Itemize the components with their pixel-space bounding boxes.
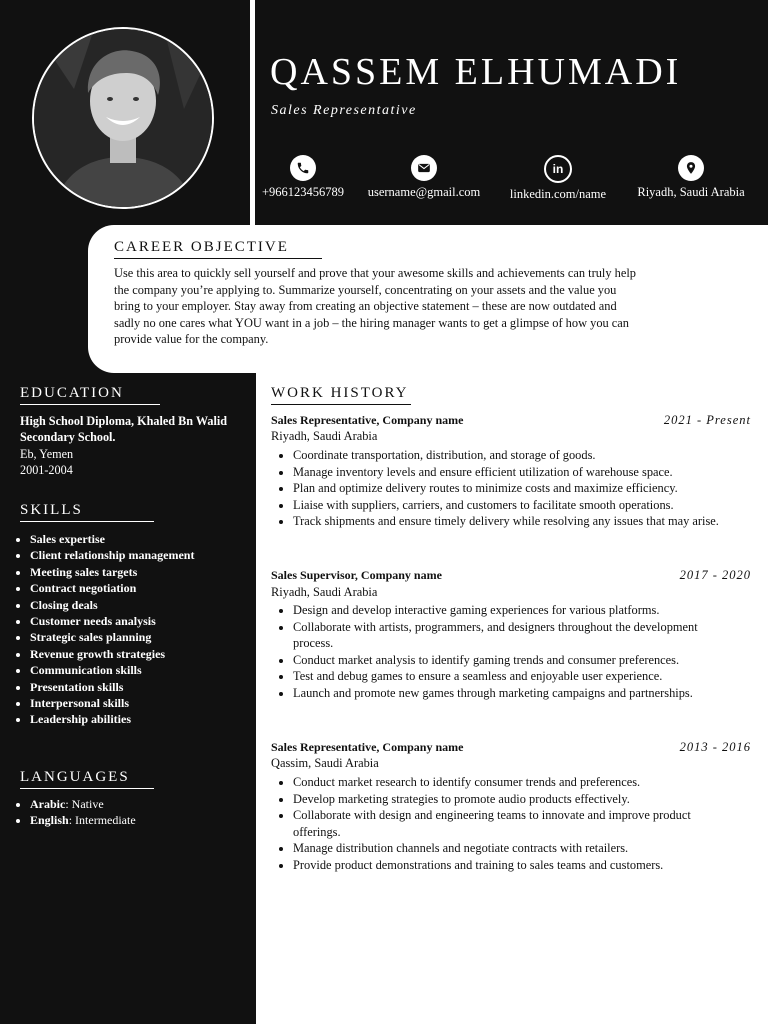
job-duty: • Test and debug games to ensure a seamless and enjoyable user experience. (293, 668, 733, 685)
job-duty: • Track shipments and ensure timely delivery while resolving any issues that may arise. (293, 513, 733, 530)
job-duty: • Launch and promote new games through marketing campaigns and partnerships. (293, 685, 733, 702)
contact-linkedin[interactable] (502, 155, 614, 202)
skill-item: • Client relationship management (30, 547, 260, 563)
skill-item: • Contract negotiation (30, 580, 260, 596)
language-name: Arabic (30, 797, 66, 811)
objective-line: bring to your employer. Stay away from creating an objective statement – these are now outdated and (114, 299, 617, 314)
job-duties-list (281, 774, 733, 873)
language-name: English (30, 813, 69, 828)
work-history-heading-underline (271, 404, 411, 405)
job-duties-list (281, 447, 733, 530)
objective-line: sadly no one cares what YOU want in a job – the hiring manager wants to get a glimpse of how you can (114, 315, 629, 330)
job-duty: • Provide product demonstrations and training to sales teams and customers. (293, 857, 733, 874)
contact-linkedin-text: linkedin.com/name (509, 187, 607, 201)
languages-list (18, 796, 260, 829)
education-school: Secondary School. (20, 430, 116, 445)
candidate-name: QASSEM ELHUMADI (270, 51, 682, 93)
skill-item: • Strategic sales planning (30, 629, 260, 645)
job-dates: 2017 - 2020 (679, 568, 751, 582)
profile-photo (32, 27, 214, 209)
job-duty: • Collaborate with design and engineering teams to innovate and improve product offerings. (293, 807, 733, 840)
skills-heading-underline (20, 521, 154, 522)
skill-item: • Sales expertise (30, 531, 260, 547)
education-location: Eb, Yemen (20, 446, 74, 461)
job-title: Sales Representative, Company name (271, 740, 464, 754)
objective-line: Use this area to quickly sell yourself and prove that your awesome skills and achievements can truly help (114, 266, 636, 280)
skill-item: • Closing deals (30, 597, 260, 613)
language-item (30, 812, 260, 828)
job-title: Sales Supervisor, Company name (271, 568, 442, 582)
education-heading: EDUCATION (20, 385, 124, 401)
skill-item: • Customer needs analysis (30, 613, 260, 629)
job-location: Qassim, Saudi Arabia (271, 756, 379, 770)
email-icon (411, 155, 437, 181)
language-level: : Native (65, 797, 104, 811)
contact-location[interactable] (628, 155, 754, 200)
contact-phone-text: +966123456789 (261, 185, 345, 199)
job-duty: • Plan and optimize delivery routes to minimize costs and maximize efficiency. (293, 480, 733, 497)
skill-item: • Presentation skills (30, 679, 260, 695)
job-duty: • Design and develop interactive gaming experiences for various platforms. (293, 602, 733, 619)
skill-item: • Meeting sales targets (30, 564, 260, 580)
contact-email[interactable] (360, 155, 488, 200)
job-duty: • Manage inventory levels and ensure efficient utilization of warehouse space. (293, 464, 733, 481)
languages-heading: LANGUAGES (20, 769, 130, 785)
skill-item: • Communication skills (30, 662, 260, 678)
objective-heading: CAREER OBJECTIVE (114, 239, 289, 255)
education-degree: High School Diploma, Khaled Bn Walid (20, 414, 228, 428)
job-duties-list (281, 602, 733, 701)
candidate-title: Sales Representative (271, 103, 417, 118)
skill-item: • Leadership abilities (30, 711, 260, 727)
location-pin-icon (678, 155, 704, 181)
contact-location-text: Riyadh, Saudi Arabia (637, 185, 745, 199)
job-title: Sales Representative, Company name (271, 413, 464, 427)
job-duty: • Collaborate with artists, programmers, and designers throughout the development process. (293, 619, 733, 652)
work-history-heading: WORK HISTORY (271, 385, 409, 401)
education-entry (20, 413, 227, 478)
linkedin-icon: in (544, 155, 572, 183)
job-duty: • Conduct market research to identify consumer trends and preferences. (293, 774, 733, 791)
job-header (271, 740, 751, 755)
skill-item: • Interpersonal skills (30, 695, 260, 711)
objective-line: provide value for the company. (114, 332, 269, 347)
objective-text (114, 265, 704, 348)
job-header (271, 568, 751, 583)
objective-line: the company you’re applying to. Summarize yourself, concentrating on your assets and the value you (114, 282, 617, 297)
education-heading-underline (20, 404, 160, 405)
portrait-illustration (34, 29, 212, 207)
job-header (271, 413, 751, 428)
header-divider (250, 0, 255, 225)
job-location: Riyadh, Saudi Arabia (271, 429, 378, 443)
job-location: Riyadh, Saudi Arabia (271, 585, 378, 599)
education-years: 2001-2004 (20, 462, 73, 477)
job-dates: 2013 - 2016 (679, 740, 751, 754)
skills-list (18, 531, 260, 728)
skills-heading: SKILLS (20, 502, 83, 518)
job-duty: • Conduct market analysis to identify gaming trends and consumer preferences. (293, 652, 733, 669)
job-duty: • Develop marketing strategies to promote audio products effectively. (293, 791, 733, 808)
language-item (30, 796, 260, 812)
job-dates: 2021 - Present (663, 413, 751, 427)
job-duty: • Coordinate transportation, distribution, and storage of goods. (293, 447, 733, 464)
job-duty: • Liaise with suppliers, carriers, and customers to facilitate smooth operations. (293, 497, 733, 514)
skill-item: • Revenue growth strategies (30, 646, 260, 662)
job-duty: • Manage distribution channels and negotiate contracts with retailers. (293, 840, 733, 857)
phone-icon (290, 155, 316, 181)
language-level: : Intermediate (68, 813, 136, 828)
contact-phone[interactable] (258, 155, 348, 200)
objective-heading-underline (114, 258, 322, 259)
contact-email-text: username@gmail.com (367, 185, 481, 199)
languages-heading-underline (20, 788, 154, 789)
